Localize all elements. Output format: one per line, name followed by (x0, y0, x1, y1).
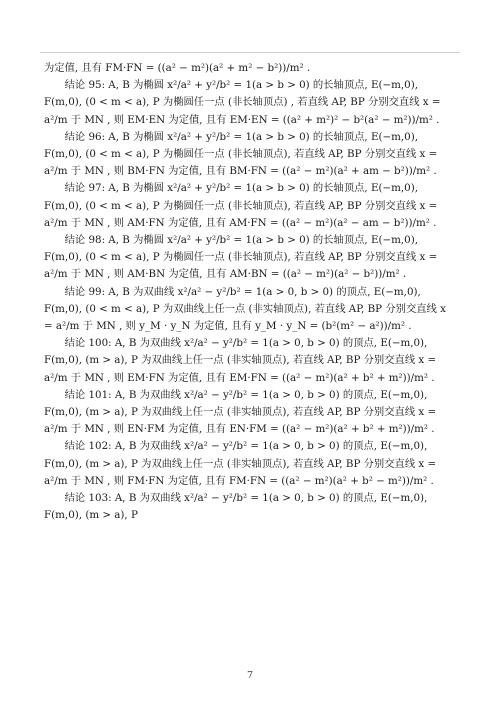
conclusion-96: 结论 96: A, B 为椭圆 x²/a² + y²/b² = 1(a > b > 0) 的长轴顶点, E(−m,0), F(m,0), (0 < m < a), P 为椭圆任一点 (非长轴顶点), 若直线 AP, BP 分别交直线 x = a²/m 于 MN , 则 BM·FN 为定值, 且有 BM·FN = ((a² − m²)(a² + am − b²))/m² . (44, 130, 438, 178)
conclusion-98: 结论 98: A, B 为椭圆 x²/a² + y²/b² = 1(a > b > 0) 的长轴顶点, E(−m,0), F(m,0), (0 < m < a), P 为椭圆任一点 (非长轴顶点), 若直线 AP, BP 分别交直线 x = a²/m 于 MN , 则 AM·BN 为定值, 且有 AM·BN = ((a² − m²)(a² − b²))/m² . (44, 234, 438, 281)
conclusion-100: 结论 100: A, B 为双曲线 x²/a² − y²/b² = 1(a > 0, b > 0) 的顶点, E(−m,0), F(m,0), (m > a), P 为双曲线上任一点 (非实轴顶点), 若直线 AP, BP 分别交直线 x = a²/m 于 MN , 则 EM·FN 为定值, 且有 EM·FN = ((a² − m²)(a² + b² + m²))/m² . (44, 337, 437, 384)
header-rule (40, 52, 460, 53)
conclusion-103: 结论 103: A, B 为双曲线 x²/a² − y²/b² = 1(a > 0, b > 0) 的顶点, E(−m,0), F(m,0), (m > a), P (44, 492, 428, 522)
conclusion-97: 结论 97: A, B 为椭圆 x²/a² + y²/b² = 1(a > b > 0) 的长轴顶点, E(−m,0), F(m,0), (0 < m < a), P 为椭圆任一点 (非长轴顶点), 若直线 AP, BP 分别交直线 x = a²/m 于 MN , 则 AM·FN 为定值, 且有 AM·FN = ((a² − m²)(a² − am − b²))/m² . (44, 182, 438, 229)
conclusion-94-tail: 为定值, 且有 FM·FN = ((a² − m²)(a² + m² − b²))/m² . (44, 62, 311, 74)
conclusion-99: 结论 99: A, B 为双曲线 x²/a² − y²/b² = 1(a > 0, b > 0) 的顶点, E(−m,0), F(m,0), (0 < m < a), P 为双曲线上任一点 (非实轴顶点), 若直线 AP, BP 分别交直线 x = a²/m 于 MN , 则 y_M · y_N 为定值, 且有 y_M · y_N = (b²(m² − a²))/m² . (44, 285, 446, 333)
conclusion-102: 结论 102: A, B 为双曲线 x²/a² − y²/b² = 1(a > 0, b > 0) 的顶点, E(−m,0), F(m,0), (m > a), P 为双曲线上任一点 (非实轴顶点), 若直线 AP, BP 分别交直线 x = a²/m 于 MN , 则 FM·FN 为定值, 且有 FM·FN = ((a² − m²)(a² + b² − m²))/m² . (44, 440, 437, 487)
page-number: 7 (246, 670, 254, 681)
conclusion-101: 结论 101: A, B 为双曲线 x²/a² − y²/b² = 1(a > 0, b > 0) 的顶点, E(−m,0), F(m,0), (m > a), P 为双曲线上任一点 (非实轴顶点), 若直线 AP, BP 分别交直线 x = a²/m 于 MN , 则 EN·FM 为定值, 且有 EN·FM = ((a² − m²)(a² + b² + m²))/m² . (44, 388, 437, 436)
conclusion-95: 结论 95: A, B 为椭圆 x²/a² + y²/b² = 1(a > b > 0) 的长轴顶点, E(−m,0), F(m,0), (0 < m < a), P 为椭圆任一点 (非长轴顶点) , 若直线 AP, BP 分别交直线 x = a²/m 于 MN , 则 EM·EN 为定值, 且有 EM·EN = ((a² + m²)² − b²(a² − m²))/m² . (44, 79, 441, 126)
page-content (44, 60, 456, 524)
